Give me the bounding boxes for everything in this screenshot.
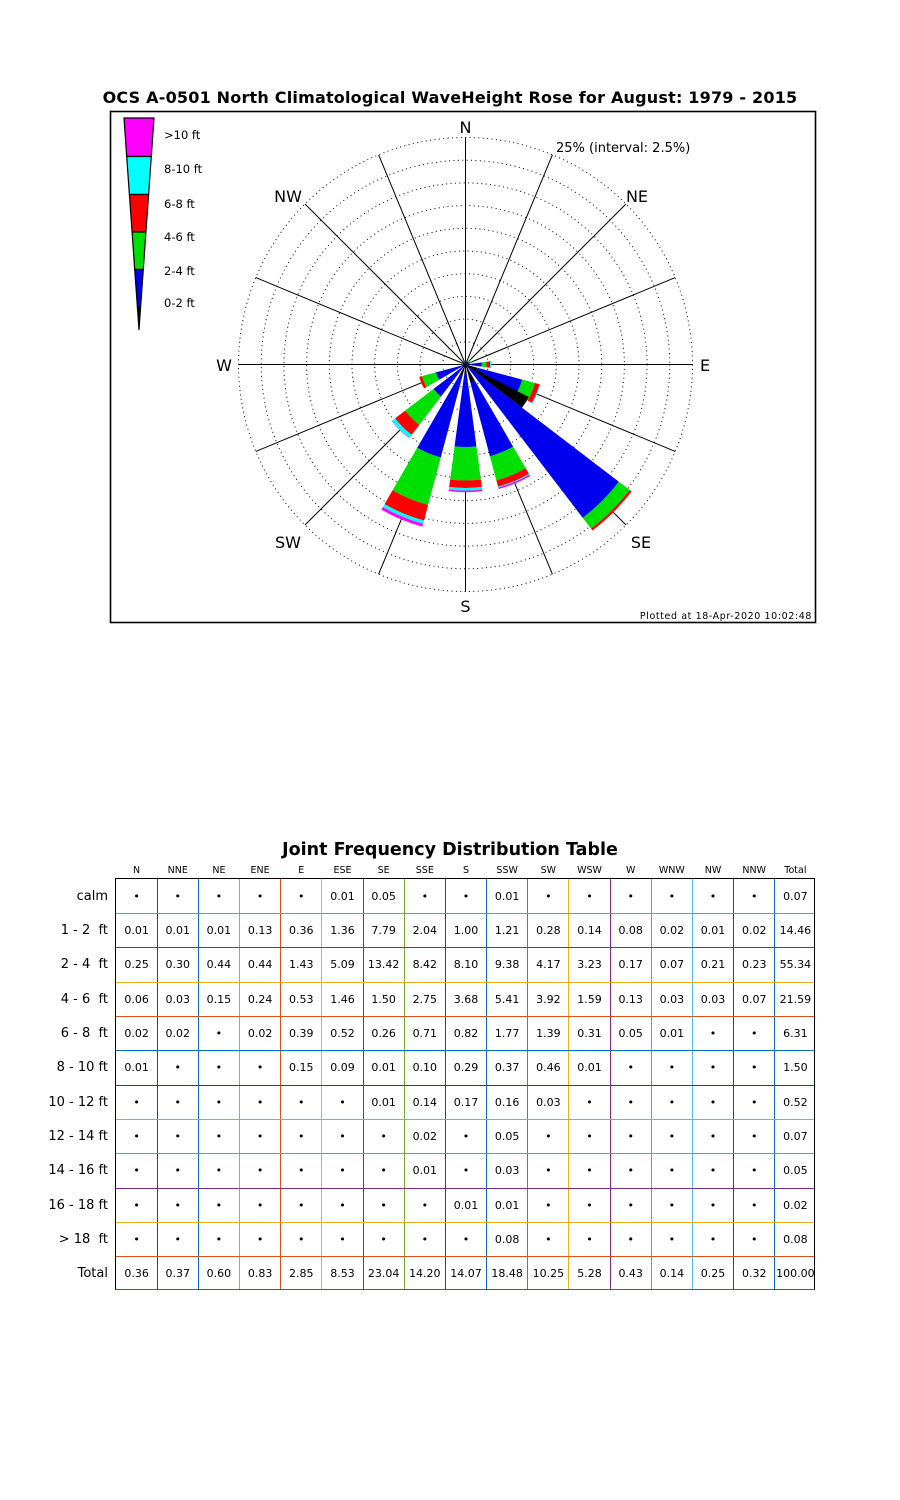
table-cell: 0.46 xyxy=(536,1061,561,1075)
table-cell: • xyxy=(586,1232,593,1246)
table-cell: • xyxy=(339,1095,346,1109)
table-cell-col-total: 18.48 xyxy=(491,1267,523,1281)
table-cell: • xyxy=(545,1129,552,1143)
table-cell: 0.44 xyxy=(206,958,232,972)
table-cell-col-total: 0.60 xyxy=(206,1267,232,1281)
legend-label: 6-8 ft xyxy=(164,197,195,211)
table-cell: • xyxy=(133,1198,140,1212)
table-cell: 0.01 xyxy=(330,889,355,903)
joint-frequency-table xyxy=(48,865,815,1290)
table-cell: • xyxy=(627,1129,634,1143)
row-label: calm xyxy=(76,888,108,904)
table-cell: • xyxy=(462,1164,470,1178)
table-cell: • xyxy=(215,1164,223,1178)
table-cell-col-total: 14.07 xyxy=(450,1267,482,1281)
table-cell: • xyxy=(215,1061,223,1075)
table-cell: • xyxy=(586,1129,593,1143)
table-cell: 0.02 xyxy=(247,1026,273,1040)
compass-label-se: SE xyxy=(630,533,652,552)
table-cell: 0.06 xyxy=(124,992,149,1006)
table-cell-col-total: 0.25 xyxy=(700,1267,726,1281)
table-cell: 0.01 xyxy=(453,1198,479,1212)
petal-N xyxy=(465,362,466,363)
column-header-wnw: WNW xyxy=(658,865,685,876)
table-cell: • xyxy=(586,889,593,903)
table-cell: • xyxy=(668,1198,676,1212)
table-cell: 1.39 xyxy=(536,1026,561,1040)
table-cell: 1.77 xyxy=(494,1026,520,1040)
table-cell: • xyxy=(750,1232,758,1246)
table-cell: • xyxy=(298,1129,305,1143)
row-label: 14 - 16 ft xyxy=(48,1163,108,1179)
table-cell: 0.71 xyxy=(412,1026,438,1040)
row-label: 8 - 10 ft xyxy=(56,1060,108,1076)
table-cell: • xyxy=(339,1198,346,1212)
table-cell-row-total: 0.08 xyxy=(783,1232,808,1246)
column-header-ene: ENE xyxy=(250,865,270,876)
legend-swatch-0-2ft xyxy=(137,307,140,330)
row-label: 12 - 14 ft xyxy=(48,1128,108,1144)
table-cell: • xyxy=(668,1232,676,1246)
grid-spoke xyxy=(379,155,466,365)
table-cell: • xyxy=(462,1129,470,1143)
table-cell: 0.39 xyxy=(289,1026,314,1040)
row-label: 1 - 2 ft xyxy=(60,922,108,938)
table-cell: 0.01 xyxy=(165,923,190,937)
table-cell: 0.02 xyxy=(659,923,685,937)
table-cell: • xyxy=(627,1232,634,1246)
table-cell: • xyxy=(256,1198,264,1212)
table-cell: 0.01 xyxy=(494,1198,520,1212)
table-cell-col-total: 14.20 xyxy=(409,1267,441,1281)
plotted-at-footer: Plotted at 18-Apr-2020 10:02:48 xyxy=(639,611,812,622)
compass-label-ne: NE xyxy=(625,187,649,206)
table-cell: • xyxy=(339,1129,346,1143)
table-cell: • xyxy=(627,1095,634,1109)
table-cell: • xyxy=(256,1129,264,1143)
table-cell-row-total: 0.02 xyxy=(783,1198,808,1212)
row-label: 2 - 4 ft xyxy=(60,957,108,973)
table-cell: 0.03 xyxy=(659,992,685,1006)
table-cell: 1.36 xyxy=(330,923,355,937)
table-cell: 8.10 xyxy=(453,958,479,972)
table-cell-row-total: 6.31 xyxy=(783,1026,808,1040)
grid-spoke xyxy=(256,278,466,365)
legend-swatch-4-6ft xyxy=(132,232,146,270)
table-cell: 0.26 xyxy=(371,1026,396,1040)
legend-label: 8-10 ft xyxy=(164,162,203,176)
table-cell: • xyxy=(380,1198,387,1212)
legend-swatch->10ft xyxy=(124,118,154,157)
table-cell: 0.07 xyxy=(741,992,767,1006)
table-cell: • xyxy=(215,1026,223,1040)
table-cell: • xyxy=(421,889,429,903)
table-cell-col-total: 2.85 xyxy=(289,1267,314,1281)
table-cell: • xyxy=(545,889,552,903)
petal-S xyxy=(449,480,482,488)
table-cell: • xyxy=(750,1198,758,1212)
table-cell: 0.01 xyxy=(124,923,149,937)
column-header-wsw: WSW xyxy=(577,865,602,876)
row-label: > 18 ft xyxy=(58,1231,108,1247)
table-cell: • xyxy=(709,1026,717,1040)
table-cell: • xyxy=(545,1232,552,1246)
table-cell: 0.53 xyxy=(289,992,314,1006)
table-cell: • xyxy=(627,889,634,903)
table-cell: 1.46 xyxy=(330,992,355,1006)
table-cell: 2.04 xyxy=(412,923,438,937)
rose-title: OCS A-0501 North Climatological WaveHeight Rose for August: 1979 - 2015 xyxy=(102,88,798,107)
table-cell: 0.82 xyxy=(453,1026,479,1040)
table-cell: • xyxy=(215,1232,223,1246)
table-cell: 8.42 xyxy=(412,958,438,972)
compass-label-nw: NW xyxy=(274,187,302,206)
table-cell-row-total: 0.52 xyxy=(783,1095,808,1109)
table-cell: 0.01 xyxy=(494,889,520,903)
table-cell: • xyxy=(421,1232,429,1246)
table-cell: 0.17 xyxy=(618,958,643,972)
column-header-e: E xyxy=(298,865,305,876)
column-header-w: W xyxy=(625,865,636,876)
table-cell: • xyxy=(380,1232,387,1246)
table-cell: 0.23 xyxy=(741,958,767,972)
table-cell: • xyxy=(174,889,181,903)
table-cell: 0.01 xyxy=(659,1026,685,1040)
table-cell: • xyxy=(174,1198,181,1212)
table-cell: 1.21 xyxy=(494,923,520,937)
petal-W xyxy=(462,364,463,365)
table-cell: • xyxy=(339,1164,346,1178)
column-header-nw: NW xyxy=(704,865,722,876)
table-cell: • xyxy=(709,1164,717,1178)
table-cell: • xyxy=(256,1095,264,1109)
table-cell: • xyxy=(298,889,305,903)
row-label: Total xyxy=(77,1266,108,1282)
table-cell: 0.01 xyxy=(371,1061,396,1075)
table-cell: • xyxy=(627,1198,634,1212)
table-cell: 0.03 xyxy=(700,992,726,1006)
table-cell: • xyxy=(586,1164,593,1178)
table-cell: 0.05 xyxy=(618,1026,643,1040)
table-cell: 0.02 xyxy=(124,1026,149,1040)
table-cell: 0.03 xyxy=(165,992,190,1006)
table-cell: • xyxy=(709,1232,717,1246)
table-cell: 0.13 xyxy=(247,923,273,937)
table-cell: • xyxy=(668,1061,676,1075)
table-cell: • xyxy=(133,1164,140,1178)
table-cell: 0.25 xyxy=(124,958,149,972)
table-cell: 0.15 xyxy=(289,1061,314,1075)
compass-label-e: E xyxy=(699,356,711,375)
table-cell: 7.79 xyxy=(371,923,396,937)
table-cell: • xyxy=(339,1232,346,1246)
row-label: 16 - 18 ft xyxy=(48,1197,108,1213)
table-cell: 1.43 xyxy=(289,958,314,972)
table-cell: 0.15 xyxy=(206,992,232,1006)
table-cell: 0.16 xyxy=(494,1095,520,1109)
table-cell: • xyxy=(174,1164,181,1178)
table-cell: • xyxy=(709,1095,717,1109)
table-cell: • xyxy=(750,1095,758,1109)
table-cell: • xyxy=(750,1129,758,1143)
row-label: 6 - 8 ft xyxy=(60,1025,108,1041)
table-cell: 0.28 xyxy=(536,923,561,937)
table-cell: 0.02 xyxy=(412,1129,438,1143)
grid-spoke xyxy=(466,204,627,365)
table-cell-col-total: 0.37 xyxy=(165,1267,190,1281)
legend-label: 0-2 ft xyxy=(164,296,195,310)
table-cell: 1.50 xyxy=(371,992,396,1006)
table-cell: • xyxy=(750,1164,758,1178)
table-cell: • xyxy=(380,1164,387,1178)
compass-label-sw: SW xyxy=(275,533,301,552)
table-cell: • xyxy=(709,889,717,903)
rose-petals xyxy=(381,360,631,530)
column-header-nnw: NNW xyxy=(742,865,767,876)
compass-label-w: W xyxy=(216,356,232,375)
table-cell: • xyxy=(462,1232,470,1246)
row-label: 10 - 12 ft xyxy=(48,1094,108,1110)
table-cell: 0.05 xyxy=(371,889,396,903)
table-cell: 0.03 xyxy=(536,1095,561,1109)
table-cell: • xyxy=(750,1061,758,1075)
table-cell: • xyxy=(586,1198,593,1212)
table-cell-col-total: 5.28 xyxy=(577,1267,602,1281)
table-cell: 0.36 xyxy=(289,923,314,937)
table-cell: 0.44 xyxy=(247,958,273,972)
table-cell-col-total: 0.36 xyxy=(124,1267,149,1281)
table-cell: 1.00 xyxy=(453,923,479,937)
table-cell: • xyxy=(298,1198,305,1212)
petal-S xyxy=(450,446,481,480)
table-cell: 5.09 xyxy=(330,958,355,972)
table-cell: 0.01 xyxy=(412,1164,438,1178)
table-cell: • xyxy=(709,1061,717,1075)
table-cell: 0.03 xyxy=(494,1164,520,1178)
table-cell: • xyxy=(709,1198,717,1212)
scale-label: 25% (interval: 2.5%) xyxy=(556,141,691,156)
table-cell: • xyxy=(627,1164,634,1178)
table-cell-row-total: 0.07 xyxy=(783,1129,808,1143)
column-header-nne: NNE xyxy=(167,865,188,876)
table-cell: • xyxy=(750,889,758,903)
table-cell-col-total: 0.43 xyxy=(618,1267,643,1281)
grid-spoke xyxy=(466,155,553,365)
petal-E xyxy=(486,361,490,368)
table-cell: 0.10 xyxy=(412,1061,438,1075)
legend-label: 4-6 ft xyxy=(164,230,195,244)
column-header-ssw: SSW xyxy=(496,865,518,876)
table-cell: • xyxy=(750,1026,758,1040)
table-cell-row-total: 21.59 xyxy=(779,992,812,1006)
table-cell: 13.42 xyxy=(367,958,400,972)
petal-E xyxy=(490,361,492,368)
table-cell: 0.08 xyxy=(494,1232,520,1246)
table-cell: • xyxy=(215,1095,223,1109)
grid-spoke xyxy=(305,204,466,365)
table-cell: 0.09 xyxy=(330,1061,355,1075)
table-cell: 0.01 xyxy=(124,1061,149,1075)
table-cell-col-total: 10.25 xyxy=(532,1267,565,1281)
table-cell: • xyxy=(298,1232,305,1246)
table-cell-col-total: 0.83 xyxy=(247,1267,273,1281)
table-cell: • xyxy=(174,1061,181,1075)
table-title: Joint Frequency Distribution Table xyxy=(282,840,618,860)
column-header-n: N xyxy=(133,865,141,876)
table-cell: • xyxy=(133,889,140,903)
table-cell: 0.21 xyxy=(700,958,726,972)
table-cell: • xyxy=(215,1198,223,1212)
table-cell: • xyxy=(298,1095,305,1109)
table-cell-row-total: 0.05 xyxy=(783,1164,808,1178)
table-cell: • xyxy=(174,1232,181,1246)
table-cell: 0.52 xyxy=(330,1026,355,1040)
table-cell: • xyxy=(586,1095,593,1109)
legend-swatch-2-4ft xyxy=(135,270,144,308)
table-cell: • xyxy=(174,1095,181,1109)
table-cell: • xyxy=(545,1164,552,1178)
table-cell: 0.30 xyxy=(165,958,190,972)
compass-label-s: S xyxy=(460,597,471,616)
table-cell-col-total: 8.53 xyxy=(330,1267,355,1281)
table-cell: 0.31 xyxy=(577,1026,602,1040)
table-cell-col-total: 23.04 xyxy=(367,1267,400,1281)
table-cell: • xyxy=(421,1198,429,1212)
table-cell: • xyxy=(668,889,676,903)
table-cell: • xyxy=(133,1129,140,1143)
legend-swatch-8-10ft xyxy=(127,157,152,195)
table-cell: • xyxy=(256,1232,264,1246)
table-cell: 5.41 xyxy=(494,992,520,1006)
table-cell: 3.68 xyxy=(453,992,479,1006)
column-header-se: SE xyxy=(377,865,390,876)
table-cell: • xyxy=(256,1164,264,1178)
table-cell: • xyxy=(380,1129,387,1143)
table-cell: 0.24 xyxy=(247,992,273,1006)
table-cell: 0.37 xyxy=(494,1061,520,1075)
table-cell: 0.17 xyxy=(453,1095,479,1109)
table-cell: 0.08 xyxy=(618,923,643,937)
table-cell: 0.14 xyxy=(412,1095,438,1109)
table-cell: 0.02 xyxy=(165,1026,190,1040)
table-cell: 0.13 xyxy=(618,992,643,1006)
table-cell: • xyxy=(668,1164,676,1178)
table-cell: 0.01 xyxy=(700,923,726,937)
table-cell: • xyxy=(256,1061,264,1075)
table-cell: 0.14 xyxy=(577,923,602,937)
table-cell: • xyxy=(462,889,470,903)
table-cell: 0.05 xyxy=(494,1129,520,1143)
column-header-total: Total xyxy=(784,865,807,876)
table-cell-row-total: 14.46 xyxy=(779,923,812,937)
table-cell: 0.29 xyxy=(453,1061,479,1075)
table-cell: • xyxy=(133,1232,140,1246)
table-cell: 0.01 xyxy=(577,1061,602,1075)
legend-label: >10 ft xyxy=(164,128,201,142)
table-cell-row-total: 1.50 xyxy=(783,1061,808,1075)
table-cell: 0.01 xyxy=(206,923,232,937)
table-cell-col-total: 0.32 xyxy=(741,1267,767,1281)
table-cell: • xyxy=(174,1129,181,1143)
table-cell: 0.07 xyxy=(659,958,685,972)
table-cell: 0.02 xyxy=(741,923,767,937)
table-cell: • xyxy=(133,1095,140,1109)
column-header-ne: NE xyxy=(212,865,226,876)
table-cell: • xyxy=(256,889,264,903)
wave-height-legend xyxy=(124,118,203,330)
column-header-sw: SW xyxy=(540,865,557,876)
table-cell: 3.23 xyxy=(577,958,602,972)
table-cell: 3.92 xyxy=(536,992,561,1006)
table-cell: 1.59 xyxy=(577,992,602,1006)
petal-E xyxy=(482,362,487,368)
compass-label-n: N xyxy=(459,118,472,137)
table-cell: • xyxy=(298,1164,305,1178)
column-header-s: S xyxy=(462,865,469,876)
table-cell: 0.01 xyxy=(371,1095,396,1109)
table-cell-row-total: 55.34 xyxy=(779,958,812,972)
table-cell: • xyxy=(545,1198,552,1212)
table-cell: • xyxy=(709,1129,717,1143)
column-header-ese: ESE xyxy=(333,865,352,876)
table-cell: • xyxy=(215,1129,223,1143)
table-cell: 2.75 xyxy=(412,992,438,1006)
table-cell-col-total: 0.14 xyxy=(659,1267,685,1281)
row-label: 4 - 6 ft xyxy=(60,991,108,1007)
legend-label: 2-4 ft xyxy=(164,264,195,278)
table-cell: • xyxy=(215,889,223,903)
table-cell-grand-total: 100.00 xyxy=(776,1267,815,1281)
table-cell: • xyxy=(668,1095,676,1109)
legend-swatch-6-8ft xyxy=(129,195,148,233)
grid-spoke xyxy=(466,278,676,365)
table-cell-row-total: 0.07 xyxy=(783,889,808,903)
table-cell: 9.38 xyxy=(494,958,520,972)
table-cell: • xyxy=(627,1061,634,1075)
table-cell: • xyxy=(668,1129,676,1143)
table-cell: 4.17 xyxy=(536,958,561,972)
column-header-sse: SSE xyxy=(415,865,434,876)
